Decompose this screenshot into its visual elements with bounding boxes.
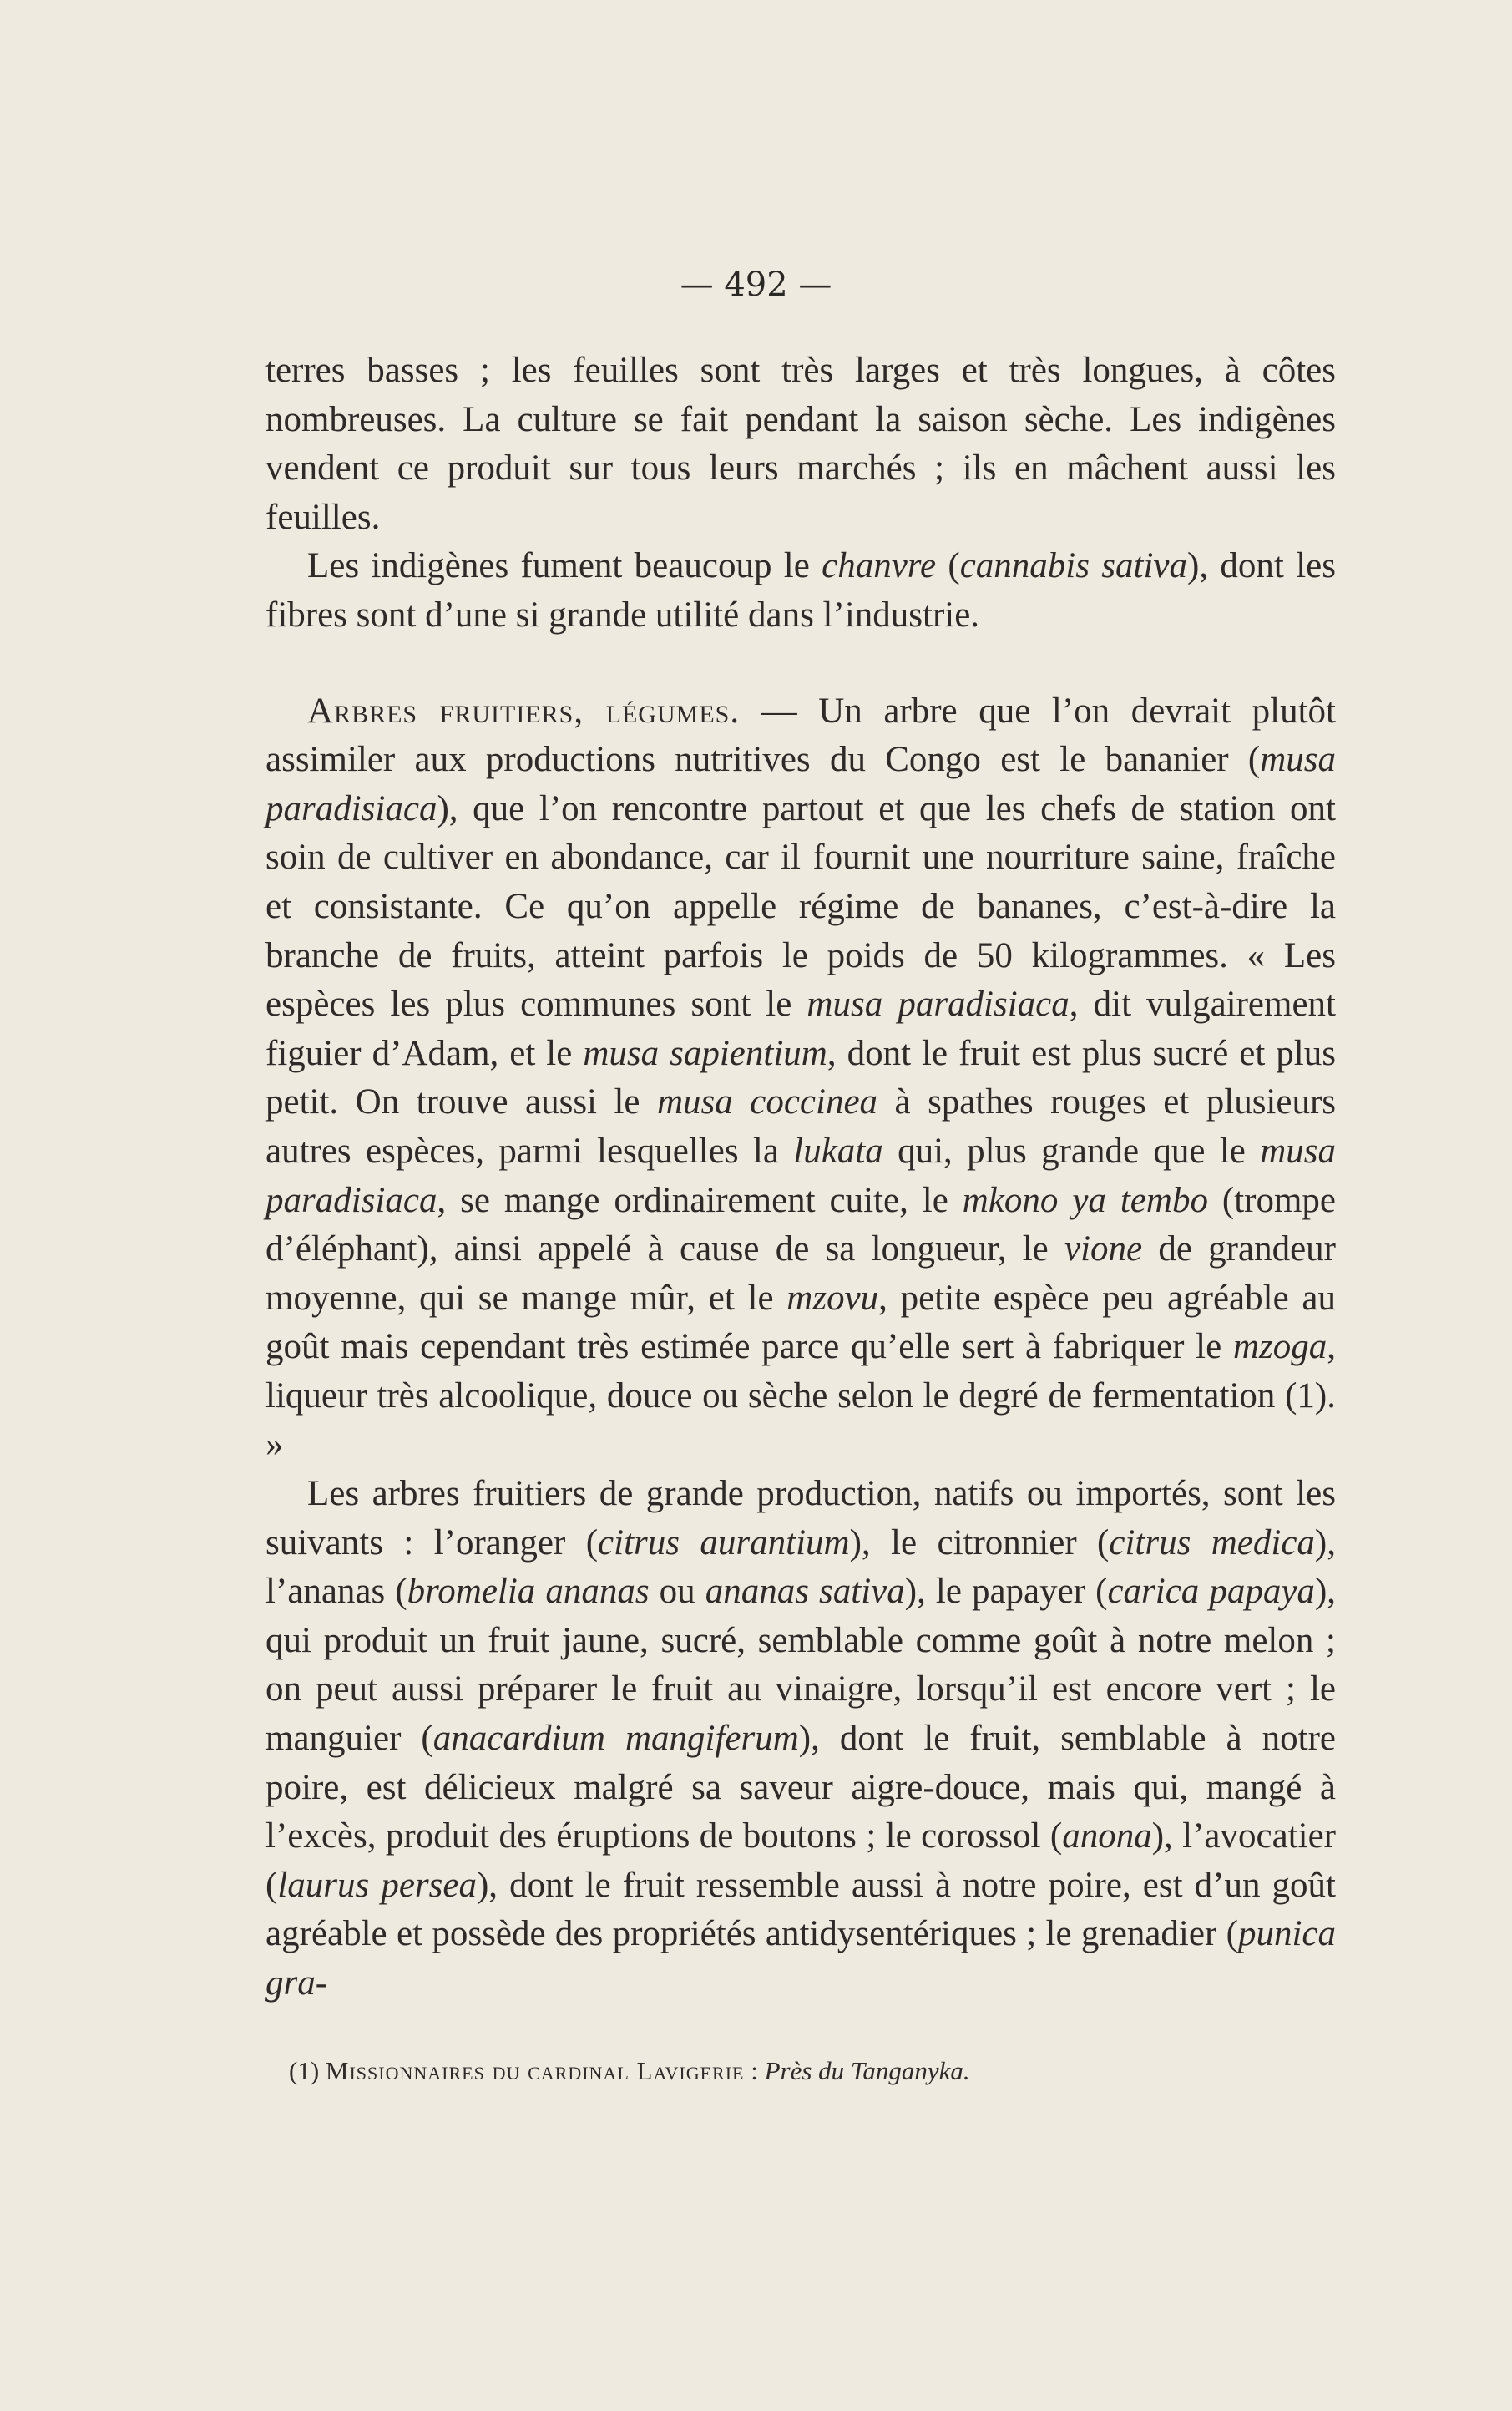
footnote: [289, 2054, 1341, 2088]
footnote-mark: (1): [289, 2056, 326, 2085]
italic-term: vione: [1064, 1229, 1143, 1269]
italic-term: anona: [1062, 1816, 1152, 1856]
italic-term: cannabis sativa: [959, 546, 1188, 586]
footnote-source: Missionnaires du cardinal Lavigerie: [325, 2056, 745, 2085]
text-run: Les arbres fruitiers de grande production, natifs ou importés, sont les suivants : l’oranger (: [265, 1474, 1336, 1563]
italic-term: bromelia ananas: [407, 1572, 650, 1612]
italic-term: chanvre: [822, 546, 937, 586]
italic-term: anacardium mangiferum: [432, 1719, 799, 1759]
italic-term: ananas sativa: [705, 1572, 905, 1612]
text-run: , se mange ordinairement cuite, le: [437, 1180, 963, 1220]
text-run: qui, plus grande que le: [882, 1131, 1261, 1171]
italic-term: mkono ya tembo: [962, 1180, 1208, 1220]
italic-term: lukata: [793, 1131, 883, 1171]
text-run: ), l’avocatier (: [265, 1816, 1336, 1905]
text-run: , petite espèce peu agréable au goût mais cependant très estimée parce qu’elle sert à fabriquer le: [265, 1278, 1336, 1367]
text-run: ), dont le fruit, semblable à notre poire, est délicieux malgré sa saveur aigre-douce, mais qui, mangé à l’excès, produit des éruptions de boutons ; le corossol (: [265, 1719, 1337, 1856]
text-run: , dit vulgairement figuier d’Adam, et le: [265, 985, 1336, 1073]
italic-term: citrus aurantium: [598, 1522, 850, 1563]
text-run: , liqueur très alcoolique, douce ou sèche selon le degré de fermentation (1). »: [265, 1327, 1336, 1465]
italic-term: carica papaya: [1107, 1572, 1315, 1612]
text-run: ), dont les fibres sont d’une si grande utilité dans l’industrie.: [265, 546, 1336, 635]
paragraph-2: [265, 542, 1336, 640]
text-run: de grandeur moyenne, qui se mange mûr, et le: [265, 1229, 1336, 1318]
text-run: terres basses ; les feuilles sont très larges et très longues, à côtes nombreuses. La culture se fait pendant la saison sèche. Les indigènes vendent ce produit sur tous leurs marchés ; ils en mâchent aussi les feuilles.: [265, 351, 1336, 537]
paragraph-1: [265, 347, 1336, 542]
italic-term: musa paradisiaca: [807, 985, 1070, 1025]
text-run: (: [936, 546, 960, 586]
text-run: ), dont le fruit ressemble aussi à notre poire, est d’un goût agréable et possède des propriétés antidysentériques ; le grenadier (: [265, 1865, 1336, 1954]
text-run: ), que l’on rencontre partout et que les chefs de station ont soin de cultiver en abondance, car il fournit une nourriture saine, fraîche et consistante. Ce qu’on appelle régime de bananes, c’est-à-dire la branche de fruits, atteint parfois le poids de 50 kilogrammes. « Les espèces les plus communes sont le: [265, 788, 1336, 1025]
text-run: (trompe d’éléphant), ainsi appelé à cause de sa longueur, le: [265, 1180, 1337, 1269]
footnote-title: Près du Tanganyka.: [764, 2056, 970, 2085]
italic-term: laurus persea: [277, 1865, 477, 1905]
text-run: à spathes rouges et plusieurs autres espèces, parmi lesquelles la: [265, 1082, 1337, 1171]
italic-term: musa paradisiaca: [265, 740, 1336, 828]
italic-term: citrus medica: [1109, 1522, 1315, 1563]
page-number: — 492 —: [680, 266, 832, 304]
italic-term: musa coccinea: [656, 1082, 878, 1122]
body-text: [265, 347, 1336, 2008]
text-run: ), le papayer (: [904, 1572, 1108, 1612]
text-run: ou: [649, 1572, 705, 1612]
italic-term: musa paradisiaca: [265, 1131, 1336, 1220]
section-heading: Arbres fruitiers, légumes.: [307, 691, 741, 731]
footnote-separator: :: [744, 2056, 765, 2085]
paragraph-3-fruit-trees: [265, 687, 1336, 1471]
text-run: ), le citronnier (: [849, 1522, 1110, 1563]
text-run: — Un arbre que l’on devrait plutôt assimiler aux productions nutritives du Congo est le bananier (: [265, 691, 1336, 780]
text-run: , dont le fruit est plus sucré et plus petit. On trouve aussi le: [265, 1033, 1336, 1122]
text-run: ), l’ananas (: [265, 1522, 1336, 1612]
text-run: ), qui produit un fruit jaune, sucré, semblable comme goût à notre melon ; on peut aussi préparer le fruit au vinaigre, lorsqu’il est encore vert ; le manguier (: [265, 1572, 1337, 1759]
italic-term: mzoga: [1232, 1327, 1327, 1367]
text-run: Les indigènes fument beaucoup le: [307, 546, 822, 586]
italic-term: mzovu: [786, 1278, 879, 1318]
italic-term: punica gra-: [265, 1914, 1336, 2003]
paragraph-4: [265, 1470, 1336, 2008]
italic-term: musa sapientium: [583, 1033, 827, 1073]
